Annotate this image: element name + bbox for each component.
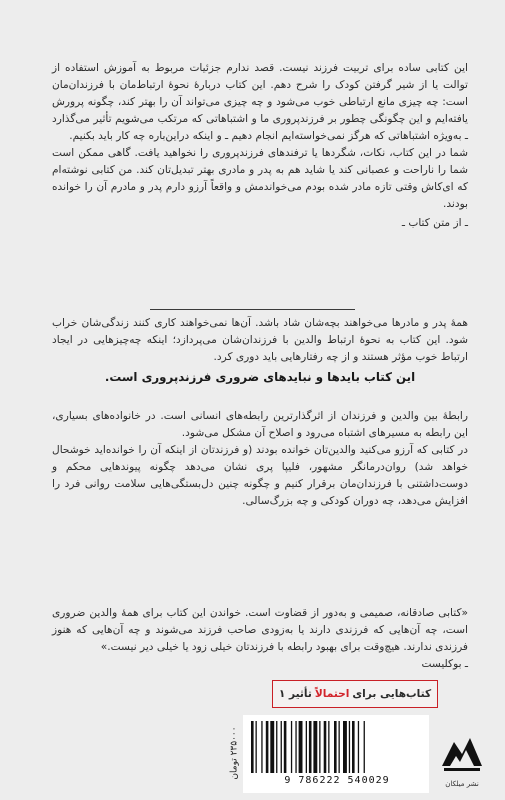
divider <box>150 309 355 310</box>
barcode-bar <box>291 721 292 773</box>
barcode-bar <box>295 721 296 773</box>
barcode-bar <box>328 721 329 773</box>
barcode-bar <box>349 721 350 773</box>
barcode-bar <box>281 721 282 773</box>
book-excerpt <box>52 60 468 232</box>
series-suffix: تأثیر ۱ <box>278 688 312 700</box>
description-paragraph: رابطهٔ بین والدین و فرزندان از اثرگذارترین رابطه‌های انسانی است. در خانواده‌های بسیاری، این رابطه به مسیرهای اشتباه می‌رود و اصلاح آن مشکل می‌شود. <box>52 410 468 439</box>
barcode <box>249 721 423 773</box>
excerpt-paragraph: شما در این کتاب، نکات، شگردها یا ترفندهای فرزندپروری را نخواهید یافت. گاهی ممکن است شما را ناراحت و عصبانی کند یا شاید هم به پدر و مادری بهتر تبدیل‌تان کند. من کتابی نوشته‌ام که ای‌کاش وقتی تازه مادر شده بودم می‌خواندمش و واقعاً آرزو دارم پدر و مادرم آن را خوانده بودند. <box>52 147 468 210</box>
price-label: ۲۳۵۰۰۰ تومان <box>230 726 241 780</box>
barcode-bar <box>352 721 355 773</box>
intro-text: همهٔ پدر و مادرها می‌خواهند بچه‌شان شاد باشد. آن‌ها نمی‌خواهند کاری کنند زندگی‌شان خراب شود. این کتاب به نحوهٔ ارتباط والدین با فرزندان‌شان می‌پردازد؛ اینکه چه‌چیزهایی در ایجاد ارتباط خوب مؤثر هستند و از چه رفتارهایی باید دوری کرد. <box>52 317 468 363</box>
barcode-bar <box>266 721 269 773</box>
barcode-bar <box>364 721 365 773</box>
barcode-box <box>243 715 429 793</box>
publisher-name: نشر میلکان <box>445 780 479 788</box>
barcode-bar <box>276 721 277 773</box>
barcode-bar <box>261 721 262 773</box>
barcode-bar <box>299 721 303 773</box>
barcode-bar <box>358 721 359 773</box>
barcode-bar <box>306 721 307 773</box>
series-highlight: احتمالاً <box>314 688 350 700</box>
barcode-bar <box>251 721 254 773</box>
excerpt-paragraph: این کتابی ساده برای تربیت فرزند نیست. قصد ندارم جزئیات مربوط به آموزش استفاده از توالت یا از شیر گرفتن کودک را شرح دهم. این کتاب دربارهٔ نحوهٔ ارتباط‌مان با فرزندان‌مان است: چه چیزی مانع ارتباطی خوب می‌شود و چه چیزی می‌تواند آن را بهتر کند، چگونه پرورش یافته‌ایم و این چگونگی چطور بر فرزندپروری ما و اشتباهاتی که مرتکب می‌شویم تأثیر می‌گذارد ـ به‌ویژه اشتباهاتی که هرگز نمی‌خواسته‌ایم انجام دهیم ـ و اینکه دراین‌باره چه کار باید بکنیم. <box>52 62 468 142</box>
review-text: «کتابی صادقانه، صمیمی و به‌دور از قضاوت است. خواندن این کتاب برای همهٔ والدین ضروری است، چه آن‌هایی که فرزندی دارند یا به‌زودی صاحب فرزند می‌شوند و چه آن‌هایی که هنوز فرزندی ندارند. هیچ‌وقت برای بهبود رابطه با فرزندتان خیلی زود یا خیلی دیر نیست.» <box>52 607 468 653</box>
barcode-bar <box>343 721 347 773</box>
barcode-bar <box>270 721 274 773</box>
review-source: ـ بوکلیست <box>421 658 468 670</box>
barcode-bar <box>313 721 317 773</box>
barcode-number: 9 786222 540029 <box>284 775 390 786</box>
barcode-bar <box>284 721 287 773</box>
barcode-bar <box>256 721 257 773</box>
series-prefix: کتاب‌هایی برای <box>352 688 432 700</box>
barcode-bar <box>309 721 312 773</box>
description <box>52 408 468 510</box>
headline: این کتاب بایدها و نبایدهای ضروری فرزندپروری است. <box>104 370 416 384</box>
barcode-bar <box>319 721 320 773</box>
excerpt-source: ـ از متن کتاب ـ <box>401 217 468 229</box>
barcode-bar <box>339 721 340 773</box>
review-quote <box>52 605 468 673</box>
barcode-bar <box>324 721 327 773</box>
intro-paragraph <box>52 315 468 366</box>
barcode-bar <box>334 721 337 773</box>
series-badge <box>272 680 438 708</box>
description-paragraph: در کتابی که آرزو می‌کنید والدین‌تان خوانده بودند (و فرزندتان از اینکه آن را خوانده‌اید خوشحال خواهد شد) روان‌درمانگر مشهور، فلیپا پری نشان می‌دهد چگونه پیوندهایی محکم و دوست‌داشتنی با فرزندان‌مان برقرار کنیم و چگونه چنین دل‌بستگی‌هایی سلامت روانی فرد را افزایش می‌دهد، چه دوران کودکی و چه بزرگ‌سالی. <box>52 444 468 507</box>
publisher-logo-icon <box>440 720 484 780</box>
